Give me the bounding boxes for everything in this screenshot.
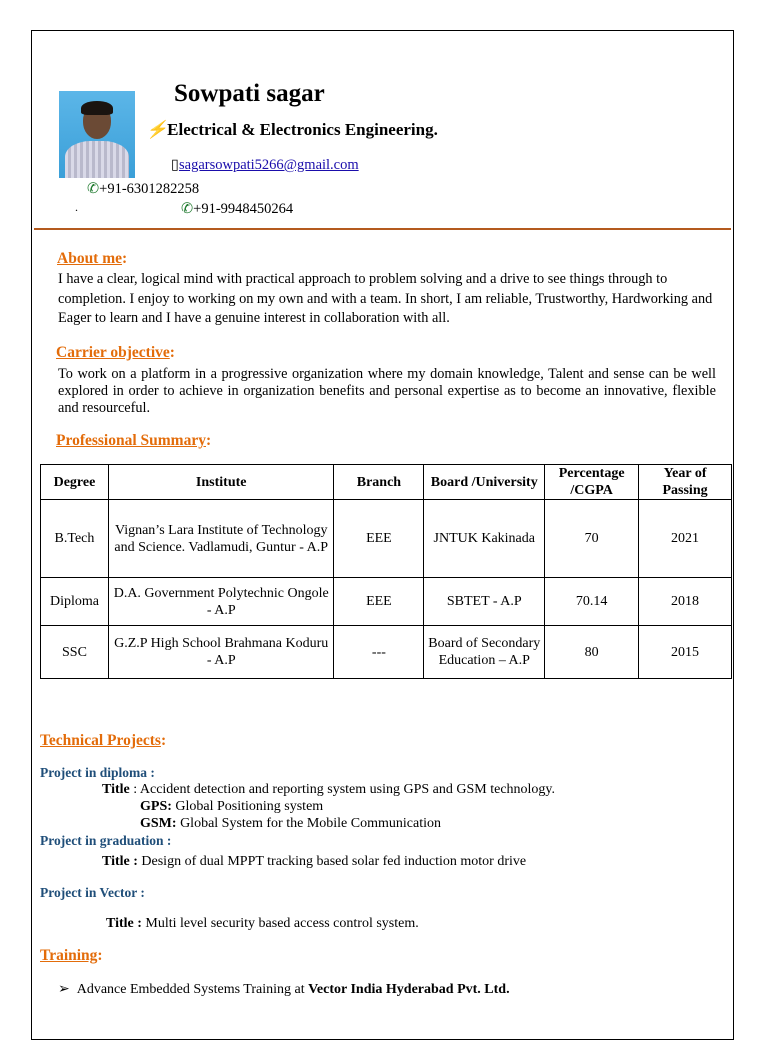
education-table [40,464,732,679]
table-cell: Vignan’s Lara Institute of Technology and Science. Vadlamudi, Guntur - A.P [108,500,334,578]
objective-heading [56,344,175,362]
gsm-key: GSM: [140,816,177,831]
project-vector-label: Project in Vector : [40,885,145,900]
title-key: Title : [106,916,142,931]
phone-line-1 [87,181,199,198]
table-cell: 70.14 [545,578,639,626]
gsm-value: Global System for the Mobile Communication [176,816,441,831]
table-row [41,500,732,578]
title-value: Design of dual MPPT tracking based solar fed induction motor drive [137,854,527,869]
email-line [171,157,359,174]
gps-value: Global Positioning system [171,799,324,814]
projects-heading-colon: : [160,732,167,749]
gsm-line [140,816,441,832]
projects-heading-label: Technical Projects [40,732,161,749]
title-key: Title [102,782,130,797]
table-row [41,578,732,626]
arrow-bullet-icon: ➢ [58,982,70,997]
email-link[interactable]: sagarsowpati5266@gmail.com [178,157,359,173]
objective-heading-label: Carrier objective [56,344,170,361]
project-diploma-label: Project in diploma : [40,765,155,780]
about-heading-colon: : [122,250,128,267]
table-cell: G.Z.P High School Brahmana Koduru - A.P [108,626,334,679]
header-divider [34,228,731,230]
about-heading [57,250,127,268]
profile-photo [59,91,135,178]
table-cell: Diploma [41,578,109,626]
about-text: I have a clear, logical mind with practical approach to problem solving and a drive to see things through to completion. I enjoy to working on my own and with a team. In short, I am reliable, Trustworthy, Hardworking and Eager to learn and I have a genuine interest in collaboration with all. [58,271,713,326]
title-value: : Accident detection and reporting system using GPS and GSM technology. [129,782,556,797]
project-diploma-title [102,782,555,798]
table-cell: SSC [41,626,109,679]
table-header-row [41,465,732,500]
column-header: Institute [108,465,334,500]
objective-text: To work on a platform in a progressive organization where my domain knowledge, Talent and sense can be well explored in order to achieve in organization benefits and personal expertise as to become an innovative, flexible and resourceful. [58,366,716,416]
table-cell: 2021 [639,500,732,578]
training-heading-colon: : [97,947,103,964]
summary-heading-label: Professional Summary [56,432,206,449]
phone-icon: ✆ [87,181,100,197]
phone-number-1: +91-6301282258 [99,181,200,197]
table-cell: 2015 [639,626,732,679]
table-cell: 80 [545,626,639,679]
phone-icon: ✆ [181,201,194,217]
column-header: Board /University [424,465,545,500]
training-item [58,981,510,998]
project-graduation-title [102,854,526,870]
phone-number-2: +91-9948450264 [193,201,294,217]
table-cell: EEE [334,578,424,626]
phone-line-2 [181,201,293,218]
training-heading [40,947,103,965]
summary-heading [56,432,211,450]
table-cell: 70 [545,500,639,578]
training-heading-label: Training [40,947,98,964]
table-cell: JNTUK Kakinada [424,500,545,578]
column-header: Year of Passing [639,465,732,500]
gps-key: GPS: [140,799,172,814]
training-org: Vector India Hyderabad Pvt. Ltd. [308,982,510,997]
about-heading-label: About me [57,250,123,267]
branch-line [146,120,438,140]
table-cell: D.A. Government Polytechnic Ongole - A.P [108,578,334,626]
table-cell: SBTET - A.P [424,578,545,626]
lightning-icon: ⚡ [146,120,168,139]
table-cell: EEE [334,500,424,578]
project-vector-title [106,916,419,932]
objective-heading-colon: : [169,344,175,361]
training-text: Advance Embedded Systems Training at [76,982,309,997]
table-cell: 2018 [639,578,732,626]
column-header: Percentage /CGPA [545,465,639,500]
column-header: Degree [41,465,109,500]
table-cell: B.Tech [41,500,109,578]
table-cell: --- [334,626,424,679]
candidate-name: Sowpati sagar [174,80,325,107]
summary-heading-colon: : [205,432,212,449]
title-key: Title : [102,854,138,869]
title-value: Multi level security based access control system. [141,916,419,931]
table-row [41,626,732,679]
projects-heading [40,732,166,750]
column-header: Branch [334,465,424,500]
gps-line [140,799,323,815]
stray-dot: . [75,200,78,214]
email-icon: ▯ [171,157,179,173]
branch-text: Electrical & Electronics Engineering. [167,120,438,139]
project-graduation-label: Project in graduation : [40,833,172,848]
table-cell: Board of Secondary Education – A.P [424,626,545,679]
